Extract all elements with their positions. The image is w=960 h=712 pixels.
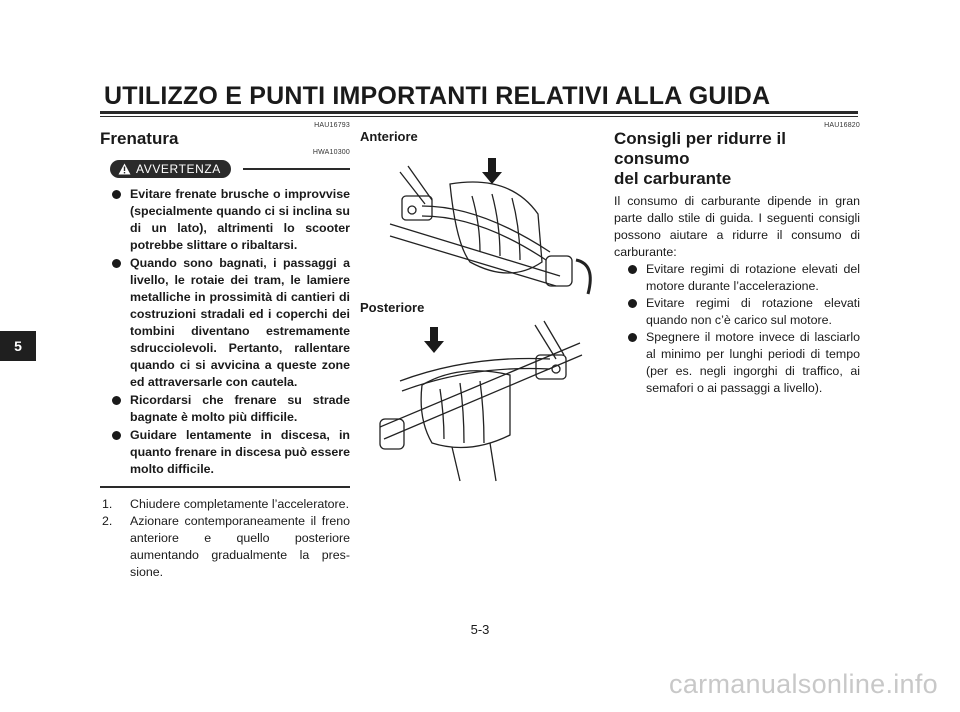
warning-end-rule [100,486,350,488]
brake-figures [360,122,605,485]
fuel-section [614,122,860,397]
bullet-icon [112,431,121,440]
step-item [100,513,350,581]
chapter-tab-number: 5 [14,338,22,354]
page-number: 5-3 [470,622,490,637]
fuel-title-line1: Consigli per ridurre il consumo [614,129,786,168]
bullet-icon [112,190,121,199]
bullet-icon [628,299,637,308]
warning-text: Quando sono bagnati, i passaggi a livello, le rotaie dei tram, le lamiere metalliche in prossimità di cantieri di costruzioni stradali ed i coperchi dei tombini diventano estremamente sdrucciolevoli. Pertanto, rallentare quando ci si avvicina a queste zone ed attraversarle con cautela. [130,256,350,389]
chapter-tab [0,331,36,361]
bullet-icon [628,333,637,342]
warning-header [100,160,350,178]
bullet-icon [112,259,121,268]
step-number: 1. [102,497,113,511]
tip-item [614,295,860,329]
watermark: carmanualsonline.info [669,669,938,699]
front-brake-label: Anteriore [360,129,418,144]
tip-item [614,261,860,295]
tip-text: Evitare regimi di rotazione elevati quando non c’è carico sul motore. [646,296,860,327]
step-item [100,496,350,513]
step-text: Azionare contemporaneamente il freno anteriore e quello posteriore aumentando gradualmente la pressione. [130,514,350,579]
warning-list [100,186,350,478]
rear-brake-illustration [360,315,605,485]
header-rule-thin [100,116,858,117]
section-code: HAU16793 [314,122,350,129]
step-text: Chiudere completamente l’acceleratore. [130,497,350,511]
warning-triangle-icon [118,163,131,175]
warning-rule [243,168,350,170]
warning-label: AVVERTENZA [136,162,221,176]
rear-brake-hand-icon [360,315,605,485]
tip-item [614,329,860,397]
tip-text: Evitare regimi di rotazione elevati del motore durante l’accelerazione. [646,262,860,293]
front-brake-illustration [360,144,605,296]
warning-item [100,186,350,254]
fuel-tips-list [614,261,860,397]
page-header-title: UTILIZZO E PUNTI IMPORTANTI RELATIVI ALLA GUIDA [104,82,771,110]
bullet-icon [112,396,121,405]
warning-code: HWA10300 [312,149,350,156]
tip-text: Spegnere il motore invece di lasciarlo al minimo per lunghi periodi di tempo (per es. negli ingorghi di traffico, ai semafori o ai passaggi a livello). [646,330,860,395]
warning-text: Ricordarsi che frenare su strade bagnate è molto più difficile. [130,393,350,424]
braking-title: Frenatura [100,129,179,148]
section-code: HAU16820 [824,122,860,129]
rear-brake-label: Posteriore [360,300,425,315]
fuel-title-line2: del carburante [614,169,732,188]
fuel-intro: Il consumo di carburante dipende in gran parte dallo stile di guida. I seguenti consigli possono aiutare a ridurre il consumo di carburante: [614,194,860,259]
warning-badge [110,160,231,178]
bullet-icon [628,265,637,274]
header-rule [100,111,858,114]
warning-text: Guidare lentamente in discesa, in quanto frenare in discesa può essere molto difficile. [130,428,350,476]
braking-steps [100,496,350,581]
warning-text: Evitare frenate brusche o improvvise (specialmente quando ci si inclina su di un lato), altrimenti lo scooter potrebbe slittare o ribaltarsi. [130,187,350,252]
braking-section [100,122,350,581]
warning-item [100,255,350,391]
step-number: 2. [102,514,113,528]
front-brake-hand-icon [360,144,605,296]
warning-item [100,392,350,426]
warning-item [100,427,350,478]
